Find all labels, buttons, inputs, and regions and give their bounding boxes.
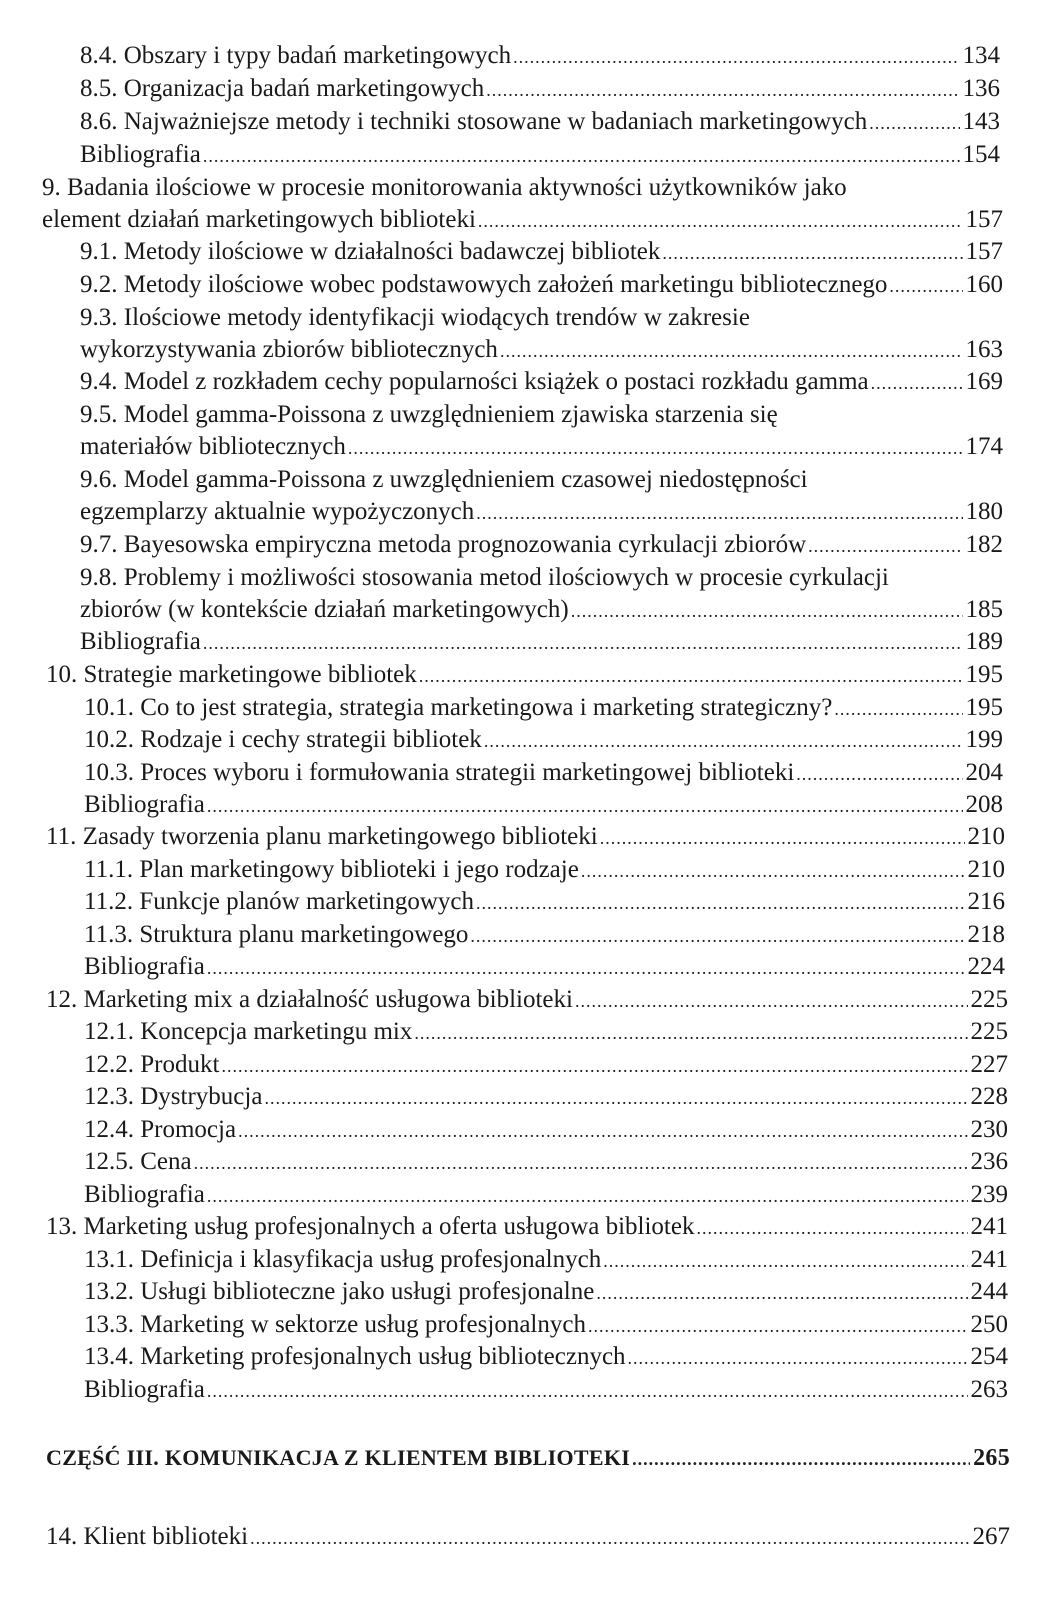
toc-entry[interactable] [80,40,1000,73]
toc-entry-title: 12.2. Produkt [84,1051,220,1078]
leader-dots [588,1310,968,1342]
toc-entry-title-line1: 9.3. Ilościowe metody identyfikacji wiodących trendów w zakresie [80,304,750,331]
toc-page-number: 160 [965,271,1003,298]
leader-dots [207,952,965,984]
toc-entry[interactable] [84,1179,1008,1212]
toc-entry-title: Bibliografia [84,791,205,818]
toc-entry-title: Bibliografia [84,1376,205,1403]
leader-dots [419,660,963,692]
toc-entry-title: 10. Strategie marketingowe bibliotek [46,661,417,688]
toc-page-number: 228 [970,1083,1008,1110]
toc-entry[interactable] [80,594,1003,627]
toc-page-number: 216 [967,888,1005,915]
toc-entry-title: 12. Marketing mix a działalność usługowa biblioteki [46,986,573,1013]
toc-entry-title: wykorzystywania zbiorów bibliotecznych [80,336,498,363]
leader-dots [207,1180,968,1212]
toc-entry-title: 13. Marketing usług profesjonalnych a oferta usługowa bibliotek [46,1213,695,1240]
leader-dots [500,335,963,367]
leader-dots [250,1522,969,1554]
leader-dots [600,822,965,854]
toc-entry[interactable] [80,139,1000,172]
toc-entry[interactable] [84,1276,1008,1309]
toc-page-number: 236 [970,1148,1008,1175]
toc-entry-title: 9.1. Metody ilościowe w działalności badawczej bibliotek [80,238,661,265]
leader-dots [808,530,962,562]
toc-page-number: 250 [970,1311,1008,1338]
toc-page-number: 225 [970,1018,1008,1045]
toc-page-number: 210 [967,856,1005,883]
toc-entry[interactable] [80,496,1003,529]
leader-dots [203,140,960,172]
leader-dots [484,725,963,757]
toc-page-number: 225 [970,986,1008,1013]
leader-dots [470,920,964,952]
toc-entry[interactable] [84,757,1003,790]
leader-dots [414,1017,967,1049]
toc-page-number: 134 [962,42,1000,69]
toc-page-number: 267 [972,1523,1010,1550]
toc-entry[interactable] [80,626,1003,659]
toc-entry-title: 8.5. Organizacja badań marketingowych [80,75,485,102]
toc-entry-title: 12.3. Dystrybucja [84,1083,263,1110]
toc-entry-title: 11.2. Funkcje planów marketingowych [84,888,474,915]
toc-page-number: 163 [965,336,1003,363]
leader-dots [207,790,963,822]
toc-page-number: 174 [965,433,1003,460]
leader-dots [221,1050,967,1082]
toc-entry[interactable] [84,1341,1008,1374]
toc-entry-title: 9.2. Metody ilościowe wobec podstawowych założeń marketingu bibliotecznego [80,271,888,298]
leader-dots [207,1375,968,1407]
leader-dots [476,497,962,529]
toc-entry-title: 8.6. Najważniejsze metody i techniki stosowane w badaniach marketingowych [80,108,868,135]
leader-dots [203,627,963,659]
toc-entry[interactable] [80,269,1003,302]
leader-dots [478,205,963,237]
toc-entry-title: element działań marketingowych biblioteki [42,206,476,233]
toc-page-number: 189 [965,628,1003,655]
toc-entry-title-line1: 9.8. Problemy i możliwości stosowania metod ilościowych w procesie cyrkulacji [80,564,889,591]
leader-dots [596,1277,967,1309]
toc-entry-title: 11.3. Struktura planu marketingowego [84,921,469,948]
toc-entry[interactable] [84,886,1005,919]
toc-entry-title: 8.4. Obszary i typy badań marketingowych [80,42,512,69]
toc-entry[interactable] [84,1016,1008,1049]
leader-dots [575,985,968,1017]
toc-entry-title: 13.4. Marketing profesjonalnych usług bibliotecznych [84,1343,626,1370]
toc-entry[interactable] [84,724,1003,757]
toc-page-number: 208 [965,791,1003,818]
toc-page-number: 157 [965,238,1003,265]
toc-entry[interactable] [84,1309,1008,1342]
toc-entry-title-line1: 9.5. Model gamma-Poissona z uwzględnieniem zjawiska starzenia się [80,401,778,428]
leader-dots [486,74,959,106]
toc-page-number: 195 [965,694,1003,721]
leader-dots [513,41,959,73]
toc-page-number: 254 [970,1343,1008,1370]
toc-entry[interactable] [46,984,1008,1017]
toc-entry[interactable] [80,73,1000,106]
toc-entry-title: zbiorów (w kontekście działań marketingowych) [80,596,569,623]
toc-page-number: 204 [965,759,1003,786]
toc-page-number: 218 [967,921,1005,948]
toc-entry-title: Bibliografia [80,628,201,655]
toc-page-number: 241 [970,1213,1008,1240]
toc-entry-title: 10.2. Rodzaje i cechy strategii bibliotek [84,726,482,753]
toc-page-number: 265 [973,1445,1010,1471]
toc-entry-title: 12.5. Cena [84,1148,192,1175]
toc-part-entry[interactable] [46,1442,1010,1475]
toc-entry[interactable] [46,1211,1008,1244]
toc-entry-title-line1: 9. Badania ilościowe w procesie monitorowania aktywności użytkowników jako [42,174,847,201]
toc-entry-title: materiałów bibliotecznych [80,433,346,460]
leader-dots [264,1082,967,1114]
toc-page-number: 185 [965,596,1003,623]
toc-page-number: 227 [970,1051,1008,1078]
toc-entry-title: Bibliografia [84,953,205,980]
leader-dots [869,107,959,139]
leader-dots [348,432,963,464]
toc-part-title: CZĘŚĆ III. KOMUNIKACJA Z KLIENTEM BIBLIOTEKI [46,1445,631,1470]
toc-entry[interactable] [80,431,1003,464]
toc-page-number: 154 [962,141,1000,168]
toc-entry[interactable] [84,919,1005,952]
toc-entry-title: 9.4. Model z rozkładem cechy popularności książek o postaci rozkładu gamma [80,368,869,395]
toc-entry-title: 13.1. Definicja i klasyfikacja usług profesjonalnych [84,1246,602,1273]
toc-entry[interactable] [80,529,1003,562]
toc-entry-title: 12.4. Promocja [84,1116,237,1143]
toc-entry-title: 9.7. Bayesowska empiryczna metoda prognozowania cyrkulacji zbiorów [80,531,807,558]
toc-entry-title: 14. Klient biblioteki [46,1523,249,1550]
toc-entry-title: 12.1. Koncepcja marketingu mix [84,1018,413,1045]
toc-entry[interactable] [80,334,1003,367]
toc-entry-title: 10.3. Proces wyboru i formułowania strategii marketingowej biblioteki [84,759,795,786]
leader-dots [834,693,962,725]
toc-page-number: 210 [967,823,1005,850]
toc-page-number: 136 [962,75,1000,102]
toc-entry-title: 10.1. Co to jest strategia, strategia marketingowa i marketing strategiczny? [84,694,833,721]
toc-entry[interactable] [84,854,1005,887]
toc-entry-title: 13.3. Marketing w sektorze usług profesjonalnych [84,1311,586,1338]
toc-page-number: 169 [965,368,1003,395]
leader-dots [632,1443,970,1475]
toc-page-number: 199 [965,726,1003,753]
toc-entry-title: 11. Zasady tworzenia planu marketingowego biblioteki [46,823,598,850]
toc-page-number: 241 [970,1246,1008,1273]
toc-page-number: 182 [965,531,1003,558]
toc-entry-title: 13.2. Usługi biblioteczne jako usługi profesjonalne [84,1278,595,1305]
leader-dots [571,595,963,627]
toc-entry[interactable] [84,789,1003,822]
toc-entry[interactable] [84,1081,1008,1114]
toc-entry-title: 11.1. Plan marketingowy biblioteki i jego rodzaje [84,856,579,883]
toc-entry[interactable] [84,1049,1008,1082]
leader-dots [476,887,965,919]
toc-entry[interactable] [84,692,1003,725]
toc-entry-title: Bibliografia [84,1181,205,1208]
leader-dots [889,270,962,302]
toc-entry[interactable] [42,204,1003,237]
toc-entry-title-line1: 9.6. Model gamma-Poissona z uwzględnieniem czasowej niedostępności [80,466,808,493]
toc-page-number: 239 [970,1181,1008,1208]
toc-entry[interactable] [46,1521,1010,1554]
leader-dots [238,1115,967,1147]
toc-page-number: 157 [965,206,1003,233]
toc-entry[interactable] [84,1146,1008,1179]
toc-entry[interactable] [80,366,1003,399]
toc-page-number: 244 [970,1278,1008,1305]
toc-entry-title: egzemplarzy aktualnie wypożyczonych [80,498,475,525]
leader-dots [628,1342,968,1374]
leader-dots [603,1245,967,1277]
toc-page-number: 180 [965,498,1003,525]
toc-page-number: 263 [970,1376,1008,1403]
toc-entry[interactable] [84,1374,1008,1407]
toc-entry[interactable] [80,236,1003,269]
leader-dots [581,855,965,887]
toc-entry[interactable] [84,1244,1008,1277]
leader-dots [696,1212,967,1244]
toc-entry[interactable] [46,659,1003,692]
toc-entry-title: Bibliografia [80,141,201,168]
toc-entry[interactable] [84,951,1005,984]
toc-page-number: 195 [965,661,1003,688]
toc-entry[interactable] [84,1114,1008,1147]
toc-page-number: 143 [962,108,1000,135]
leader-dots [796,758,962,790]
toc-page-number: 230 [970,1116,1008,1143]
toc-entry[interactable] [46,821,1005,854]
leader-dots [194,1147,968,1179]
toc-entry[interactable] [80,106,1000,139]
leader-dots [871,367,963,399]
toc-page-number: 224 [967,953,1005,980]
leader-dots [662,237,962,269]
